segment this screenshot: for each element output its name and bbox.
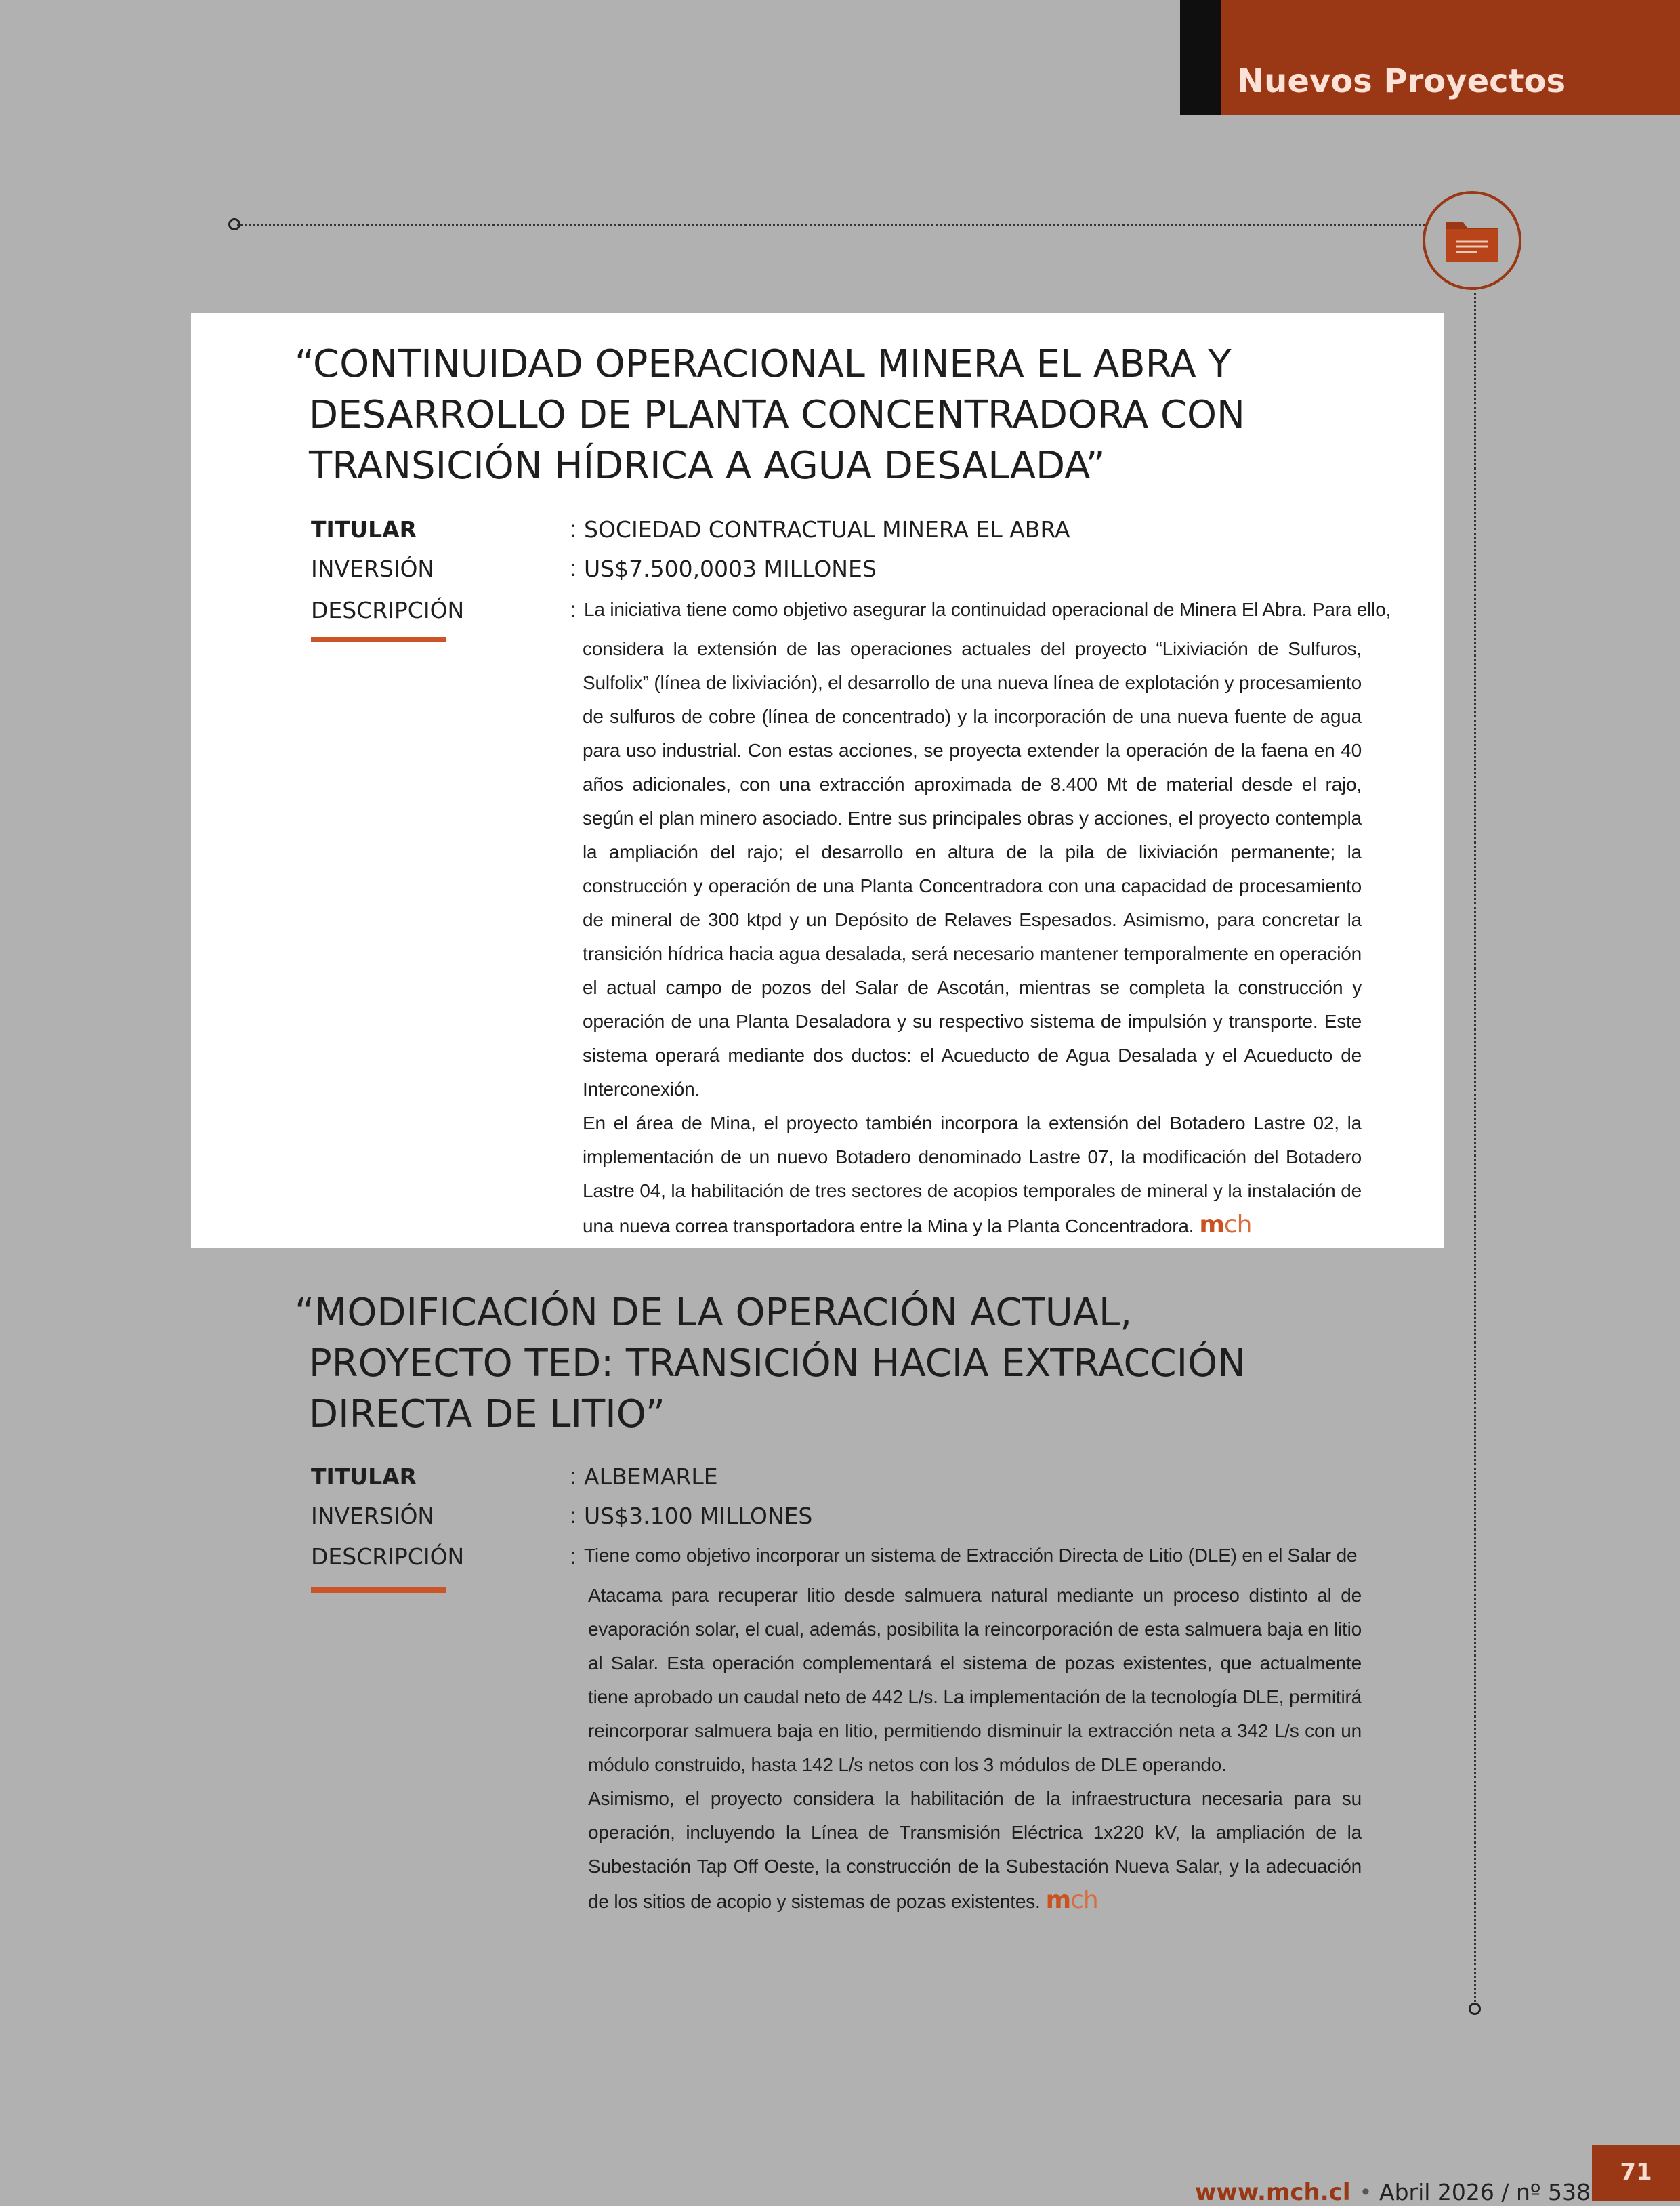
- description-paragraph: Atacama para recuperar litio desde salmuera natural mediante un proceso distinto al de evaporación solar, el cual, además, posibilita la reincorporación de esta salmuera baja en litio al Salar. Esta operación complementará el sistema de pozas existentes, que actualmente tiene aprobado un caudal neto de 442 L/s. La implementación de la tecnología DLE, permitirá reincorporar salmuera baja en litio, permitiendo disminuir la extracción neta a 342 L/s con un módulo construido, hasta 142 L/s netos con los 3 módulos de DLE operando.: [588, 1585, 1362, 1775]
- folder-badge: [1423, 191, 1521, 290]
- title-line: PROYECTO TED: TRANSICIÓN HACIA EXTRACCIÓN: [309, 1341, 1246, 1386]
- label-accent-bar: [311, 637, 446, 642]
- colon: :: [570, 516, 576, 541]
- mch-mark-ch: ch: [1070, 1886, 1098, 1914]
- paragraph-text: En el área de Mina, el proyecto también incorpora la extensión del Botadero Lastre 02, la implementación de un nuevo Botadero denominado Lastre 07, la modificación del Botadero Lastre 04, la habilitación de tres sectores de acopios temporales de mineral y la instalación de una nueva correa transportadora entre la Mina y la Planta Concentradora.: [583, 1112, 1362, 1236]
- colon: :: [570, 1463, 576, 1489]
- mch-mark-m: m: [1199, 1211, 1224, 1239]
- page-number: 71: [1620, 2159, 1652, 2186]
- inversion-value: US$7.500,0003 MILLONES: [584, 556, 877, 582]
- label-accent-bar: [311, 1587, 446, 1593]
- colon: :: [570, 1543, 576, 1568]
- titular-value: SOCIEDAD CONTRACTUAL MINERA EL ABRA: [584, 516, 1070, 543]
- titular-label: TITULAR: [311, 516, 417, 543]
- title-line: DESARROLLO DE PLANTA CONCENTRADORA CON: [309, 393, 1245, 437]
- folder-icon: [1443, 215, 1501, 264]
- description-paragraph: [588, 1782, 1362, 1919]
- guide-end-dot: [1469, 2003, 1481, 2015]
- title-line: “CONTINUIDAD OPERACIONAL MINERA EL ABRA Y: [295, 342, 1232, 386]
- mch-mark-ch: ch: [1223, 1211, 1252, 1239]
- project-2-title: [295, 1287, 1446, 1440]
- description-first-line: Tiene como objetivo incorporar un sistema de Extracción Directa de Litio (DLE) en el Salar de: [584, 1545, 1358, 1566]
- titular-label: TITULAR: [311, 1463, 417, 1490]
- mch-end-mark: [1046, 1886, 1098, 1914]
- colon: :: [570, 1503, 576, 1528]
- description-paragraph: considera la extensión de las operaciones actuales del proyecto “Lixiviación de Sulfuros, Sulfolix” (línea de lixiviación), el desarrollo de una nueva línea de explotación y procesamiento de sulfuros de cobre (línea de concentrado) y la incorporación de una nueva fuente de agua para uso industrial. Con estas acciones, se proyecta extender la operación de la faena en 40 años adicionales, con una extracción aproximada de 8.400 Mt de material desde el rajo, según el plan minero asociado. Entre sus principales obras y acciones, el proyecto contempla la ampliación del rajo; el desarrollo en altura de la pila de lixiviación permanente; la construcción y operación de una Planta Concentradora con una capacidad de procesamiento de mineral de 300 ktpd y un Depósito de Relaves Espesados. Asimismo, para concretar la transición hídrica hacia agua desalada, será necesario mantener temporalmente en operación el actual campo de pozos del Salar de Ascotán, mientras se completa la construcción y operación de una Planta Desaladora y su respectivo sistema de impulsión y transporte. Este sistema operará mediante dos ductos: el Acueducto de Agua Desalada y el Acueducto de Interconexión.: [583, 638, 1362, 1100]
- header-tab-black-block: [1180, 0, 1221, 115]
- footer-website: www.mch.cl: [1195, 2179, 1351, 2206]
- titular-value: ALBEMARLE: [584, 1463, 718, 1490]
- project-2-description: [588, 1579, 1362, 1919]
- section-title: Nuevos Proyectos: [1237, 62, 1566, 100]
- inversion-label: INVERSIÓN: [311, 1503, 435, 1529]
- footer-issue: Abril 2026 / nº 538: [1379, 2179, 1591, 2205]
- mch-end-mark: [1199, 1211, 1251, 1239]
- description-first-line: La iniciativa tiene como objetivo asegurar la continuidad operacional de Minera El Abra. Para ello,: [584, 599, 1391, 620]
- inversion-value: US$3.100 MILLONES: [584, 1503, 813, 1529]
- colon: :: [570, 556, 576, 581]
- footer-separator: •: [1362, 2179, 1370, 2205]
- descripcion-label: DESCRIPCIÓN: [311, 1543, 465, 1570]
- mch-mark-m: m: [1045, 1886, 1071, 1914]
- project-1-title: [295, 339, 1446, 491]
- guide-line-vertical: [1474, 288, 1476, 2002]
- title-line: TRANSICIÓN HÍDRICA A AGUA DESALADA”: [309, 444, 1106, 488]
- inversion-label: INVERSIÓN: [311, 556, 435, 582]
- project-1-description: [583, 632, 1362, 1243]
- title-line: DIRECTA DE LITIO”: [309, 1392, 665, 1436]
- guide-line-horizontal: [237, 224, 1429, 226]
- descripcion-label: DESCRIPCIÓN: [311, 597, 465, 623]
- colon: :: [570, 597, 576, 622]
- paragraph-text: Asimismo, el proyecto considera la habilitación de la infraestructura necesaria para su operación, incluyendo la Línea de Transmisión Eléctrica 1x220 kV, la ampliación de la Subestación Tap Off Oeste, la construcción de la Subestación Nueva Salar, y la adecuación de los sitios de acopio y sistemas de pozas existentes.: [588, 1788, 1362, 1912]
- title-line: “MODIFICACIÓN DE LA OPERACIÓN ACTUAL,: [295, 1291, 1132, 1335]
- description-paragraph: [583, 1106, 1362, 1243]
